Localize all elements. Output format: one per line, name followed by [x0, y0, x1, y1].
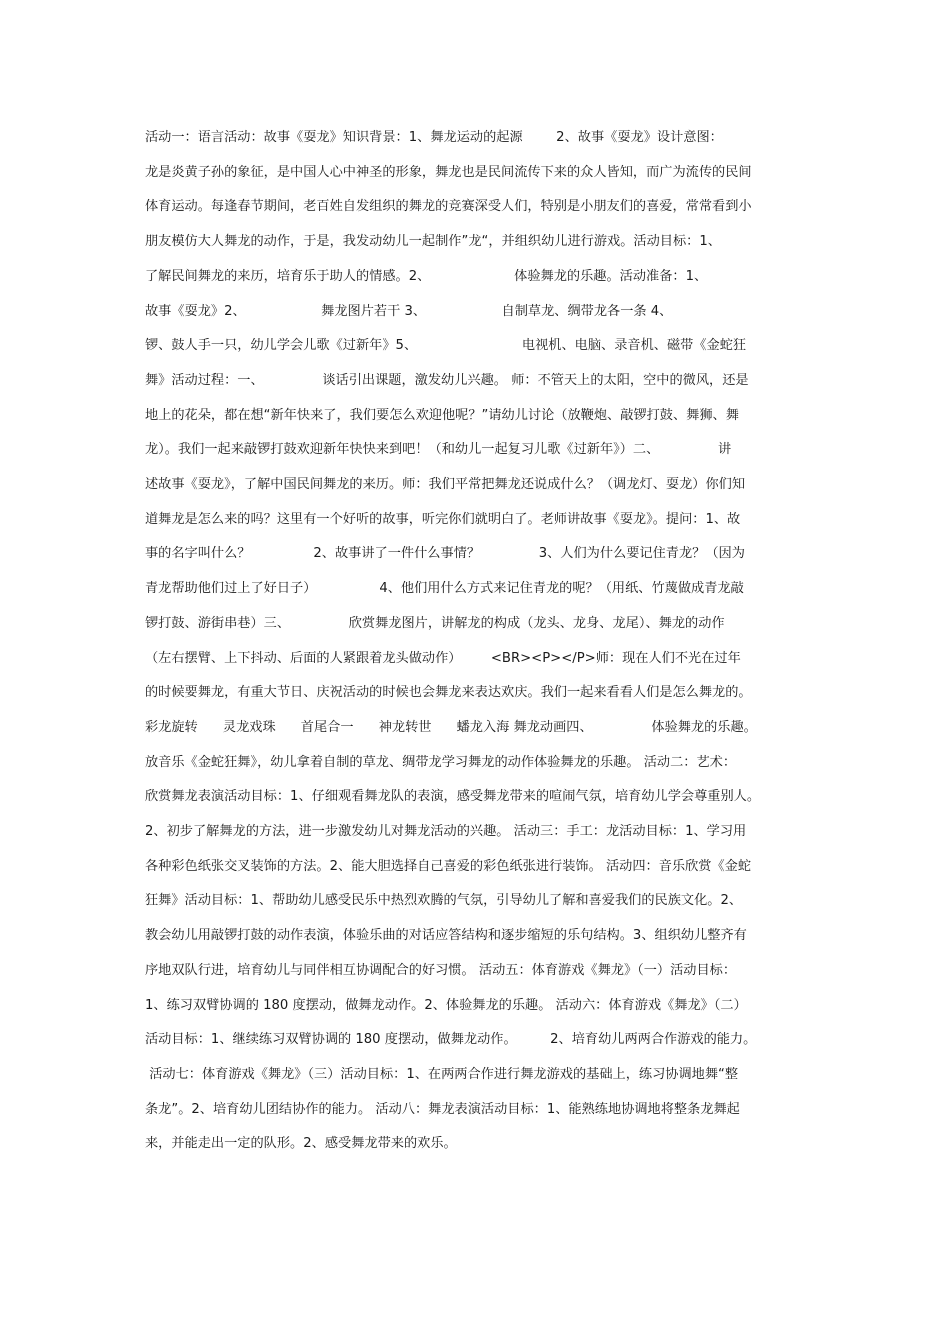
text-line: 朋友模仿大人舞龙的动作，于是，我发动幼儿一起制作”龙“，并组织幼儿进行游戏。活动目标：1、 — [145, 234, 721, 250]
text-line: 各种彩色纸张交叉装饰的方法。2、能大胆选择自己喜爱的彩色纸张进行装饰。 活动四：音乐欣赏《金蛇 — [145, 858, 752, 874]
text-line: 故事《耍龙》2、 舞龙图片若干 3、 自制草龙、绸带龙各一条 4、 — [145, 303, 673, 319]
text-line: （左右摆臂、上下抖动、后面的人紧跟着龙头做动作） <BR><P></P>师：现在人们不光在过年 — [145, 650, 741, 666]
text-line: 了解民间舞龙的来历，培育乐于助人的情感。2、 体验舞龙的乐趣。活动准备：1、 — [145, 268, 708, 284]
text-line: 锣、鼓人手一只，幼儿学会儿歌《过新年》5、 电视机、电脑、录音机、磁带《金蛇狂 — [145, 338, 747, 354]
text-line: 地上的花朵，都在想“新年快来了，我们要怎么欢迎他呢？”请幼儿讨论（放鞭炮、敲锣打鼓、舞狮、舞 — [145, 407, 739, 423]
text-line: 述故事《耍龙》，了解中国民间舞龙的来历。师：我们平常把舞龙还说成什么？（调龙灯、耍龙）你们知 — [145, 477, 746, 492]
text-line: 事的名字叫什么？ 2、故事讲了一件什么事情？ 3、人们为什么要记住青龙？（因为 — [145, 546, 745, 562]
text-line: 体育运动。每逢春节期间，老百姓自发组织的舞龙的竞赛深受人们，特别是小朋友们的喜爱，常常看到小 — [145, 199, 752, 215]
text-line: 龙）。我们一起来敲锣打鼓欢迎新年快快来到吧！（和幼儿一起复习儿歌《过新年》）二、 讲 — [145, 442, 732, 458]
text-line: 彩龙旋转 灵龙戏珠 首尾合一 神龙转世 蟠龙入海 舞龙动画四、 体验舞龙的乐趣。 — [145, 719, 757, 735]
text-line: 狂舞》活动目标：1、帮助幼儿感受民乐中热烈欢腾的气氛，引导幼儿了解和喜爱我们的民族文化。2、 — [145, 893, 743, 909]
text-line: 来，并能走出一定的队形。2、感受舞龙带来的欢乐。 — [145, 1136, 457, 1152]
text-line: 活动一：语言活动：故事《耍龙》知识背景：1、舞龙运动的起源 2、故事《耍龙》设计意图： — [145, 130, 723, 145]
text-line: 1、练习双臂协调的 180 度摆动，做舞龙动作。2、体验舞龙的乐趣。 活动六：体育游戏《舞龙》（二） — [145, 997, 747, 1013]
text-line: 舞》活动过程：一、 谈话引出课题，激发幼儿兴趣。 师：不管天上的太阳，空中的微风，还是 — [145, 372, 749, 388]
text-line: 序地双队行进，培育幼儿与同伴相互协调配合的好习惯。 活动五：体育游戏《舞龙》（一）活动目标： — [145, 962, 737, 978]
text-line: 锣打鼓、游街串巷）三、 欣赏舞龙图片，讲解龙的构成（龙头、龙身、龙尾）、舞龙的动作 — [145, 615, 725, 631]
text-line: 的时候要舞龙，有重大节日、庆祝活动的时候也会舞龙来表达欢庆。我们一起来看看人们是怎么舞龙的。 — [145, 685, 752, 701]
text-line: 龙是炎黄子孙的象征，是中国人心中神圣的形象，舞龙也是民间流传下来的众人皆知，而广为流传的民间 — [145, 164, 752, 180]
text-line: 青龙帮助他们过上了好日子） 4、他们用什么方式来记住青龙的呢？（用纸、竹蔑做成青龙敲 — [145, 581, 744, 597]
text-line: 活动七：体育游戏《舞龙》（三）活动目标：1、在两两合作进行舞龙游戏的基础上，练习协调地舞“整 — [145, 1066, 739, 1082]
text-line: 放音乐《金蛇狂舞》，幼儿拿着自制的草龙、绸带龙学习舞龙的动作体验舞龙的乐趣。 活动二：艺术： — [145, 754, 737, 770]
text-line: 活动目标：1、继续练习双臂协调的 180 度摆动，做舞龙动作。 2、培育幼儿两两合作游戏的能力。 — [145, 1032, 757, 1048]
text-line: 2、初步了解舞龙的方法，进一步激发幼儿对舞龙活动的兴趣。 活动三：手工：龙活动目标：1、学习用 — [145, 824, 747, 839]
text-line: 教会幼儿用敲锣打鼓的动作表演，体验乐曲的对话应答结构和逐步缩短的乐句结构。3、组织幼儿整齐有 — [145, 928, 747, 944]
text-line: 道舞龙是怎么来的吗？这里有一个好听的故事，听完你们就明白了。老师讲故事《耍龙》。提问：1、故 — [145, 511, 741, 527]
text-line: 条龙”。2、培育幼儿团结协作的能力。 活动八：舞龙表演活动目标：1、能熟练地协调地将整条龙舞起 — [145, 1101, 740, 1117]
text-line: 欣赏舞龙表演活动目标：1、仔细观看舞龙队的表演，感受舞龙带来的喧闹气氛，培育幼儿学会尊重别人。 — [145, 789, 761, 805]
